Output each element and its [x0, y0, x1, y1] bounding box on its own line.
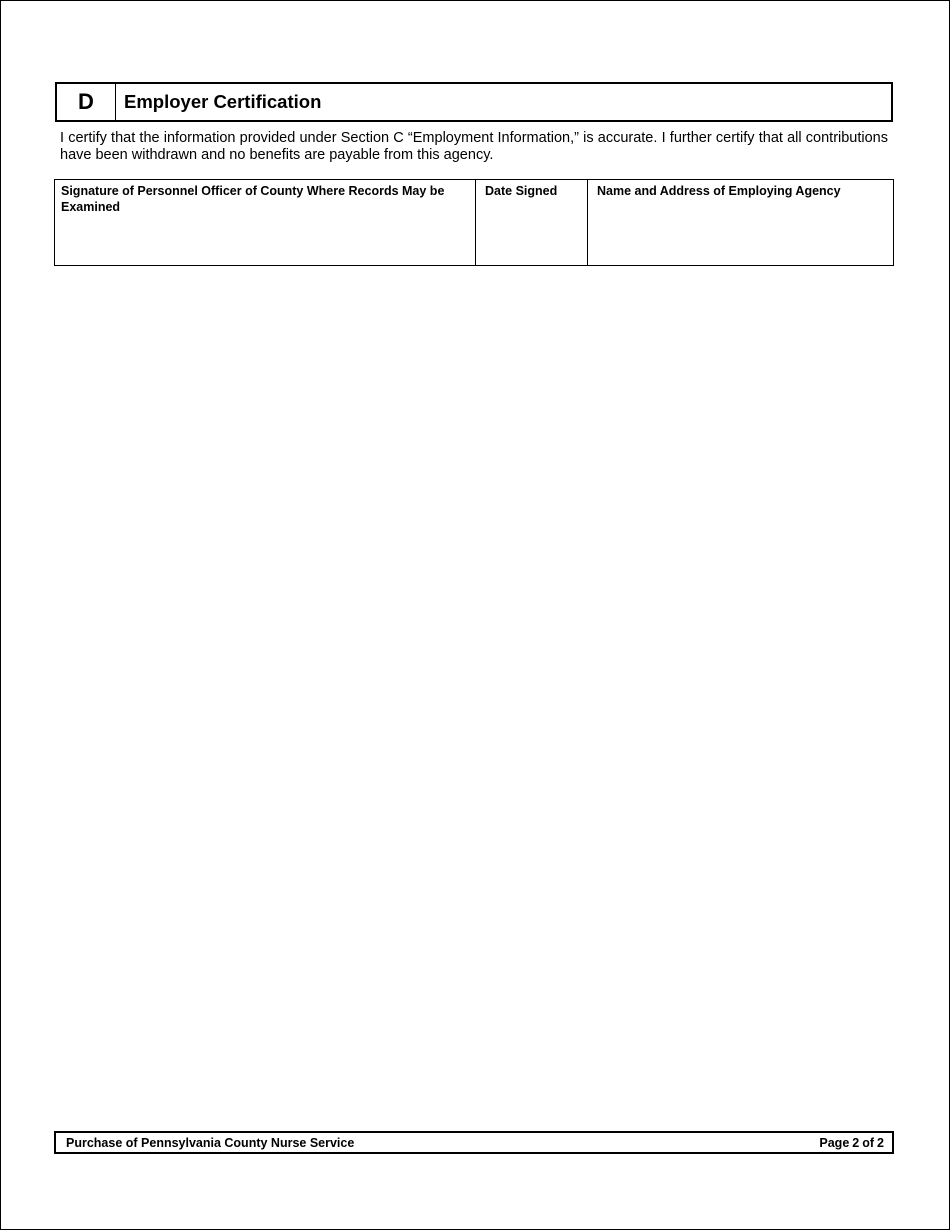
- agency-name-address-field[interactable]: [588, 180, 893, 265]
- agency-name-address-field-label: Name and Address of Employing Agency: [597, 184, 841, 198]
- page-footer: [54, 1131, 894, 1154]
- page-label: Page: [819, 1135, 850, 1150]
- section-letter: D: [57, 84, 116, 120]
- section-header: [55, 82, 893, 122]
- certification-statement: I certify that the information provided under Section C “Employment Information,” is accurate. I further certify that all contributions have been withdrawn and no benefits are payable from this agency.: [60, 130, 888, 163]
- footer-form-title: Purchase of Pennsylvania County Nurse Service: [66, 1135, 355, 1150]
- signature-table: [54, 179, 894, 266]
- date-signed-field-label: Date Signed: [485, 184, 558, 198]
- signature-field-label: Signature of Personnel Officer of County Where Records May be Examined: [61, 184, 445, 214]
- page-of: of: [862, 1135, 875, 1150]
- section-title: Employer Certification: [124, 91, 322, 112]
- footer-page-number: [819, 1136, 884, 1150]
- signature-field[interactable]: [55, 180, 476, 265]
- date-signed-field[interactable]: [476, 180, 588, 265]
- page-current: 2: [852, 1135, 860, 1150]
- page-total: 2: [877, 1135, 884, 1150]
